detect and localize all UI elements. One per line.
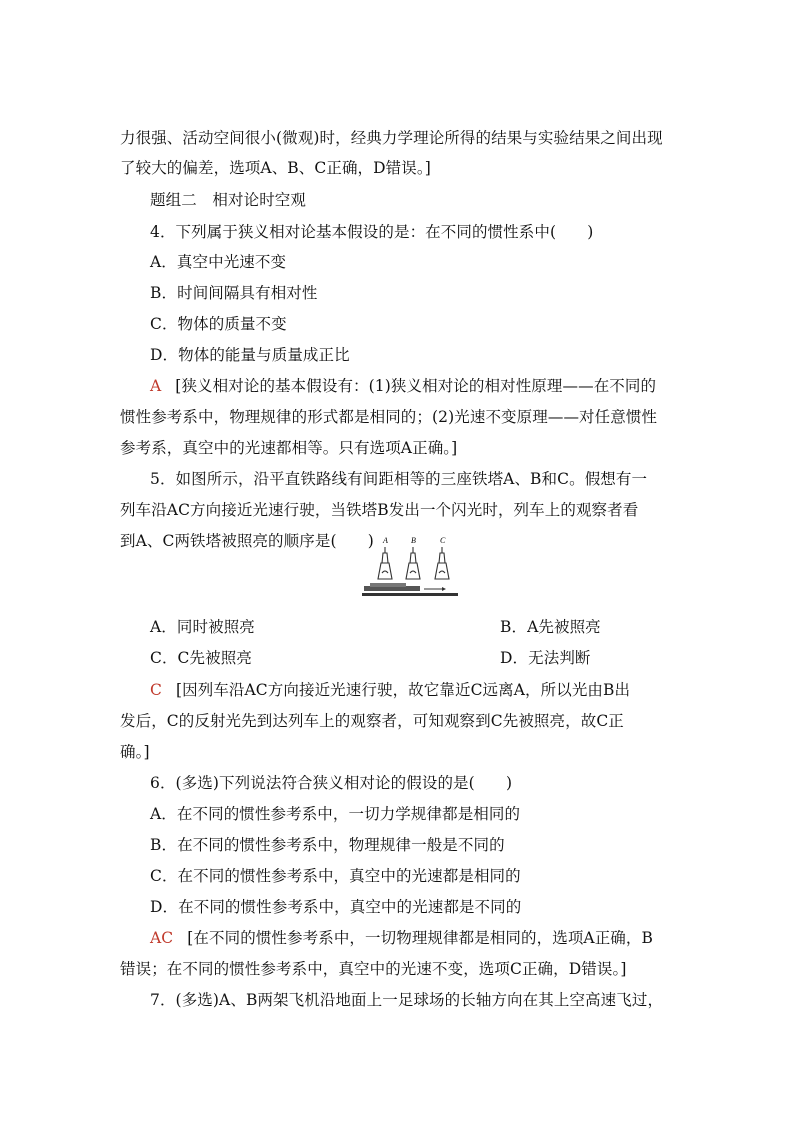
- q6-explanation-line-1: [150, 928, 710, 948]
- q6-option-a: A．在不同的惯性参考系中，一切力学规律都是相同的: [150, 805, 521, 823]
- q5-stem-line-1: 5．如图所示，沿平直铁路线有间距相等的三座铁塔A、B和C。假想有一: [150, 470, 648, 488]
- q5-explanation-line-2: 发后，C的反射光先到达列车上的观察者，可知观察到C先被照亮，故C正: [120, 712, 624, 730]
- group-2-title: 题组二 相对论时空观: [150, 191, 307, 209]
- intro-line-2: 了较大的偏差，选项A、B、C正确，D错误。]: [120, 159, 431, 177]
- q5-explanation-line-3: 确。]: [120, 743, 150, 761]
- q5-option-a: A．同时被照亮: [150, 618, 255, 636]
- q4-answer: A: [150, 377, 162, 395]
- q7-stem-line-1: 7．(多选)A、B两架飞机沿地面上一足球场的长轴方向在其上空高速飞过，: [150, 991, 664, 1009]
- tower-label-b: B: [411, 536, 416, 545]
- tower-b-icon: [406, 547, 420, 579]
- q5-stem-line-3: 到A、C两铁塔被照亮的顺序是( ): [120, 532, 374, 550]
- q6-stem: 6．(多选)下列说法符合狭义相对论的假设的是( ): [150, 774, 513, 792]
- q4-explanation-line-2: 惯性参考系中，物理规律的形式都是相同的；(2)光速不变原理——对任意惯性: [120, 408, 658, 426]
- tower-label-a: A: [383, 536, 388, 545]
- q6-explain-1: [在不同的惯性参考系中，一切物理规律都是相同的，选项A正确，B: [187, 929, 653, 947]
- q4-option-d: D．物体的能量与质量成正比: [150, 346, 350, 364]
- tower-c-icon: [435, 547, 449, 579]
- train-upper-icon: [370, 583, 406, 587]
- intro-line-1: 力很强、活动空间很小(微观)时，经典力学理论所得的结果与实验结果之间出现: [120, 129, 663, 147]
- q4-explanation-line-3: 参考系，真空中的光速都相等。只有选项A正确。]: [120, 439, 458, 457]
- q5-option-c: C．C先被照亮: [150, 649, 252, 667]
- q5-option-b: B．A先被照亮: [500, 618, 601, 636]
- q6-answer: AC: [150, 929, 174, 947]
- q6-option-c: C．在不同的惯性参考系中，真空中的光速都是相同的: [150, 867, 521, 885]
- q4-option-a: A．真空中光速不变: [150, 253, 287, 271]
- towers-train-diagram: [360, 533, 460, 605]
- q4-option-c: C．物体的质量不变: [150, 315, 287, 333]
- q4-stem: 4．下列属于狭义相对论基本假设的是：在不同的惯性系中( ): [150, 223, 594, 241]
- q4-option-b: B．时间间隔具有相对性: [150, 284, 318, 302]
- q5-options-row-1: [150, 617, 710, 637]
- tower-label-c: C: [440, 536, 446, 545]
- q6-option-b: B．在不同的惯性参考系中，物理规律一般是不同的: [150, 836, 505, 854]
- q4-explanation-line-1: [150, 376, 710, 396]
- q5-explain-1: [因列车沿AC方向接近光速行驶，故它靠近C远离A，所以光由B出: [175, 681, 631, 699]
- tower-a-icon: [378, 547, 392, 579]
- q5-answer: C: [150, 681, 162, 699]
- q5-options-row-2: [150, 648, 710, 668]
- q5-explanation-line-1: [150, 680, 710, 700]
- q6-explanation-line-2: 错误；在不同的惯性参考系中，真空中的光速不变，选项C正确，D错误。]: [120, 960, 627, 978]
- q6-option-d: D．在不同的惯性参考系中，真空中的光速都是不同的: [150, 898, 522, 916]
- arrow-head-icon: [442, 587, 446, 591]
- towers-train-figure: [360, 533, 460, 605]
- q5-stem-line-2: 列车沿AC方向接近光速行驶，当铁塔B发出一个闪光时，列车上的观察者看: [120, 501, 639, 519]
- q4-explain-1: [狭义相对论的基本假设有：(1)狭义相对论的相对性原理——在不同的: [175, 377, 657, 395]
- rail-track-icon: [362, 593, 458, 596]
- q5-option-d: D．无法判断: [500, 649, 591, 667]
